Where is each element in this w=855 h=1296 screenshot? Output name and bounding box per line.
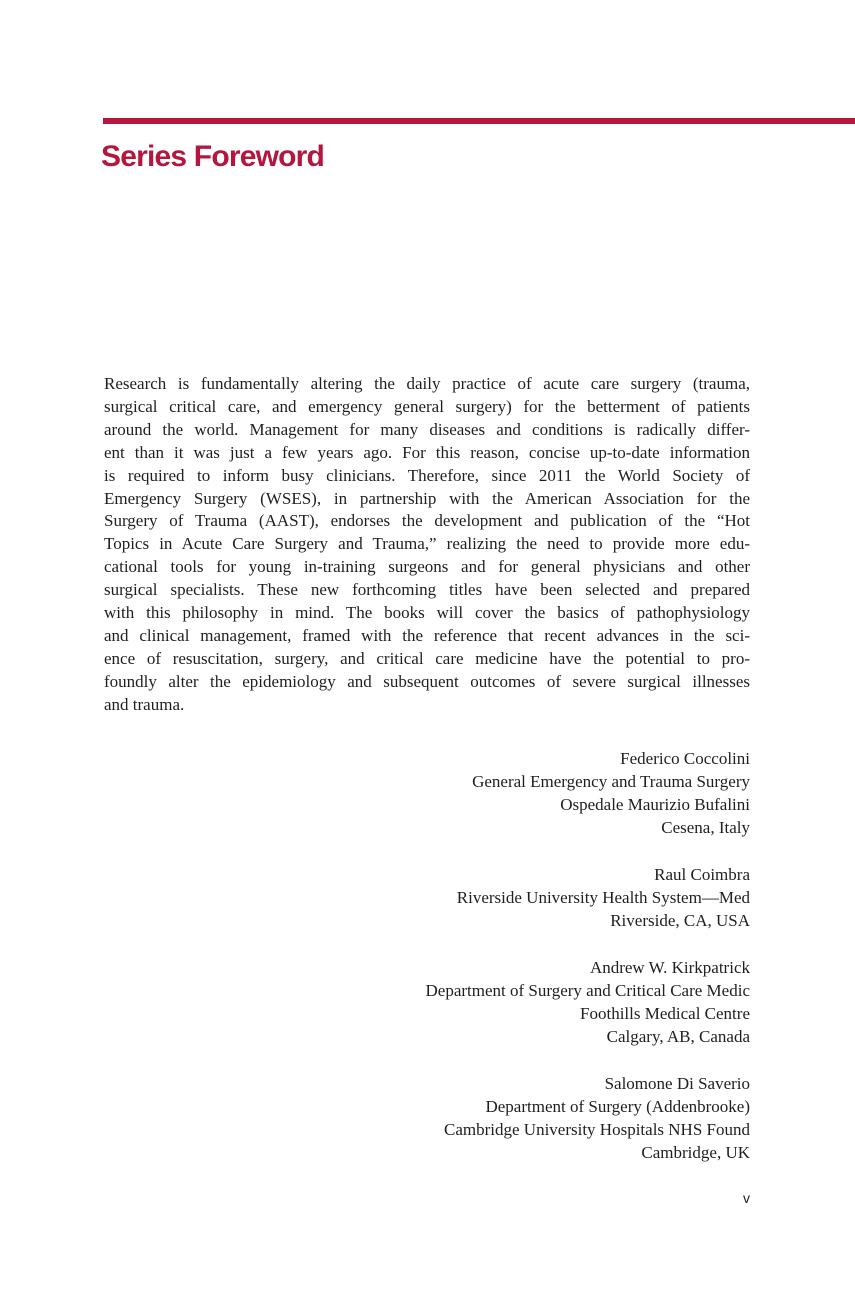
foreword-text-line: and trauma. <box>104 694 185 714</box>
signature-block <box>104 863 750 932</box>
signature-line: Cambridge, UK <box>641 1143 750 1162</box>
foreword-text-line: cational tools for young in-training surgeons and for general physicians and other <box>104 557 750 577</box>
foreword-text-line: surgical critical care, and emergency general surgery) for the betterment of patients <box>104 396 750 416</box>
signature-line: General Emergency and Trauma Surgery <box>472 772 750 791</box>
signature-block <box>104 747 750 839</box>
foreword-text-line: surgical specialists. These new forthcoming titles have been selected and prepared <box>104 580 750 600</box>
foreword-text-line: and clinical management, framed with the reference that recent advances in the sci- <box>104 625 750 645</box>
foreword-text-line: is required to inform busy clinicians. Therefore, since 2011 the World Society of <box>104 465 750 485</box>
signature-line: Cambridge University Hospitals NHS Found <box>444 1120 750 1139</box>
signature-line: Ospedale Maurizio Bufalini <box>560 795 750 814</box>
foreword-text-line: Surgery of Trauma (AAST), endorses the development and publication of the “Hot <box>104 511 750 531</box>
signature-line: Salomone Di Saverio <box>604 1074 750 1093</box>
signature-line: Department of Surgery and Critical Care Medic <box>425 981 750 1000</box>
page-title: Series Foreword <box>101 140 325 173</box>
foreword-paragraph <box>104 373 750 717</box>
foreword-text-line: Emergency Surgery (WSES), in partnership with the American Association for the <box>104 488 750 508</box>
foreword-text-line: Topics in Acute Care Surgery and Trauma,” realizing the need to provide more edu- <box>104 534 750 554</box>
page-number: v <box>743 1190 750 1206</box>
signature-line: Cesena, Italy <box>661 818 750 837</box>
signature-line: Raul Coimbra <box>654 865 750 884</box>
foreword-text-line: foundly alter the epidemiology and subsequent outcomes of severe surgical illnesses <box>104 671 750 691</box>
foreword-text-line: ence of resuscitation, surgery, and critical care medicine have the potential to pro- <box>104 648 750 668</box>
title-accent-rule <box>103 118 855 124</box>
signature-line: Department of Surgery (Addenbrooke) <box>485 1097 750 1116</box>
foreword-text-line: around the world. Management for many diseases and conditions is radically differ- <box>104 419 750 439</box>
signature-blocks <box>104 747 750 1164</box>
foreword-text-line: Research is fundamentally altering the daily practice of acute care surgery (trauma, <box>104 374 750 393</box>
signature-line: Riverside University Health System—Med <box>456 888 750 907</box>
signature-block <box>104 1072 750 1164</box>
foreword-text-line: ent than it was just a few years ago. For this reason, concise up-to-date information <box>104 442 750 462</box>
signature-block <box>104 956 750 1048</box>
signature-line: Andrew W. Kirkpatrick <box>589 958 750 977</box>
signature-line: Calgary, AB, Canada <box>606 1027 750 1046</box>
signature-line: Foothills Medical Centre <box>580 1004 750 1023</box>
foreword-text-line: with this philosophy in mind. The books will cover the basics of pathophysiology <box>104 603 750 623</box>
signature-line: Riverside, CA, USA <box>610 911 750 930</box>
signature-line: Federico Coccolini <box>620 749 750 768</box>
